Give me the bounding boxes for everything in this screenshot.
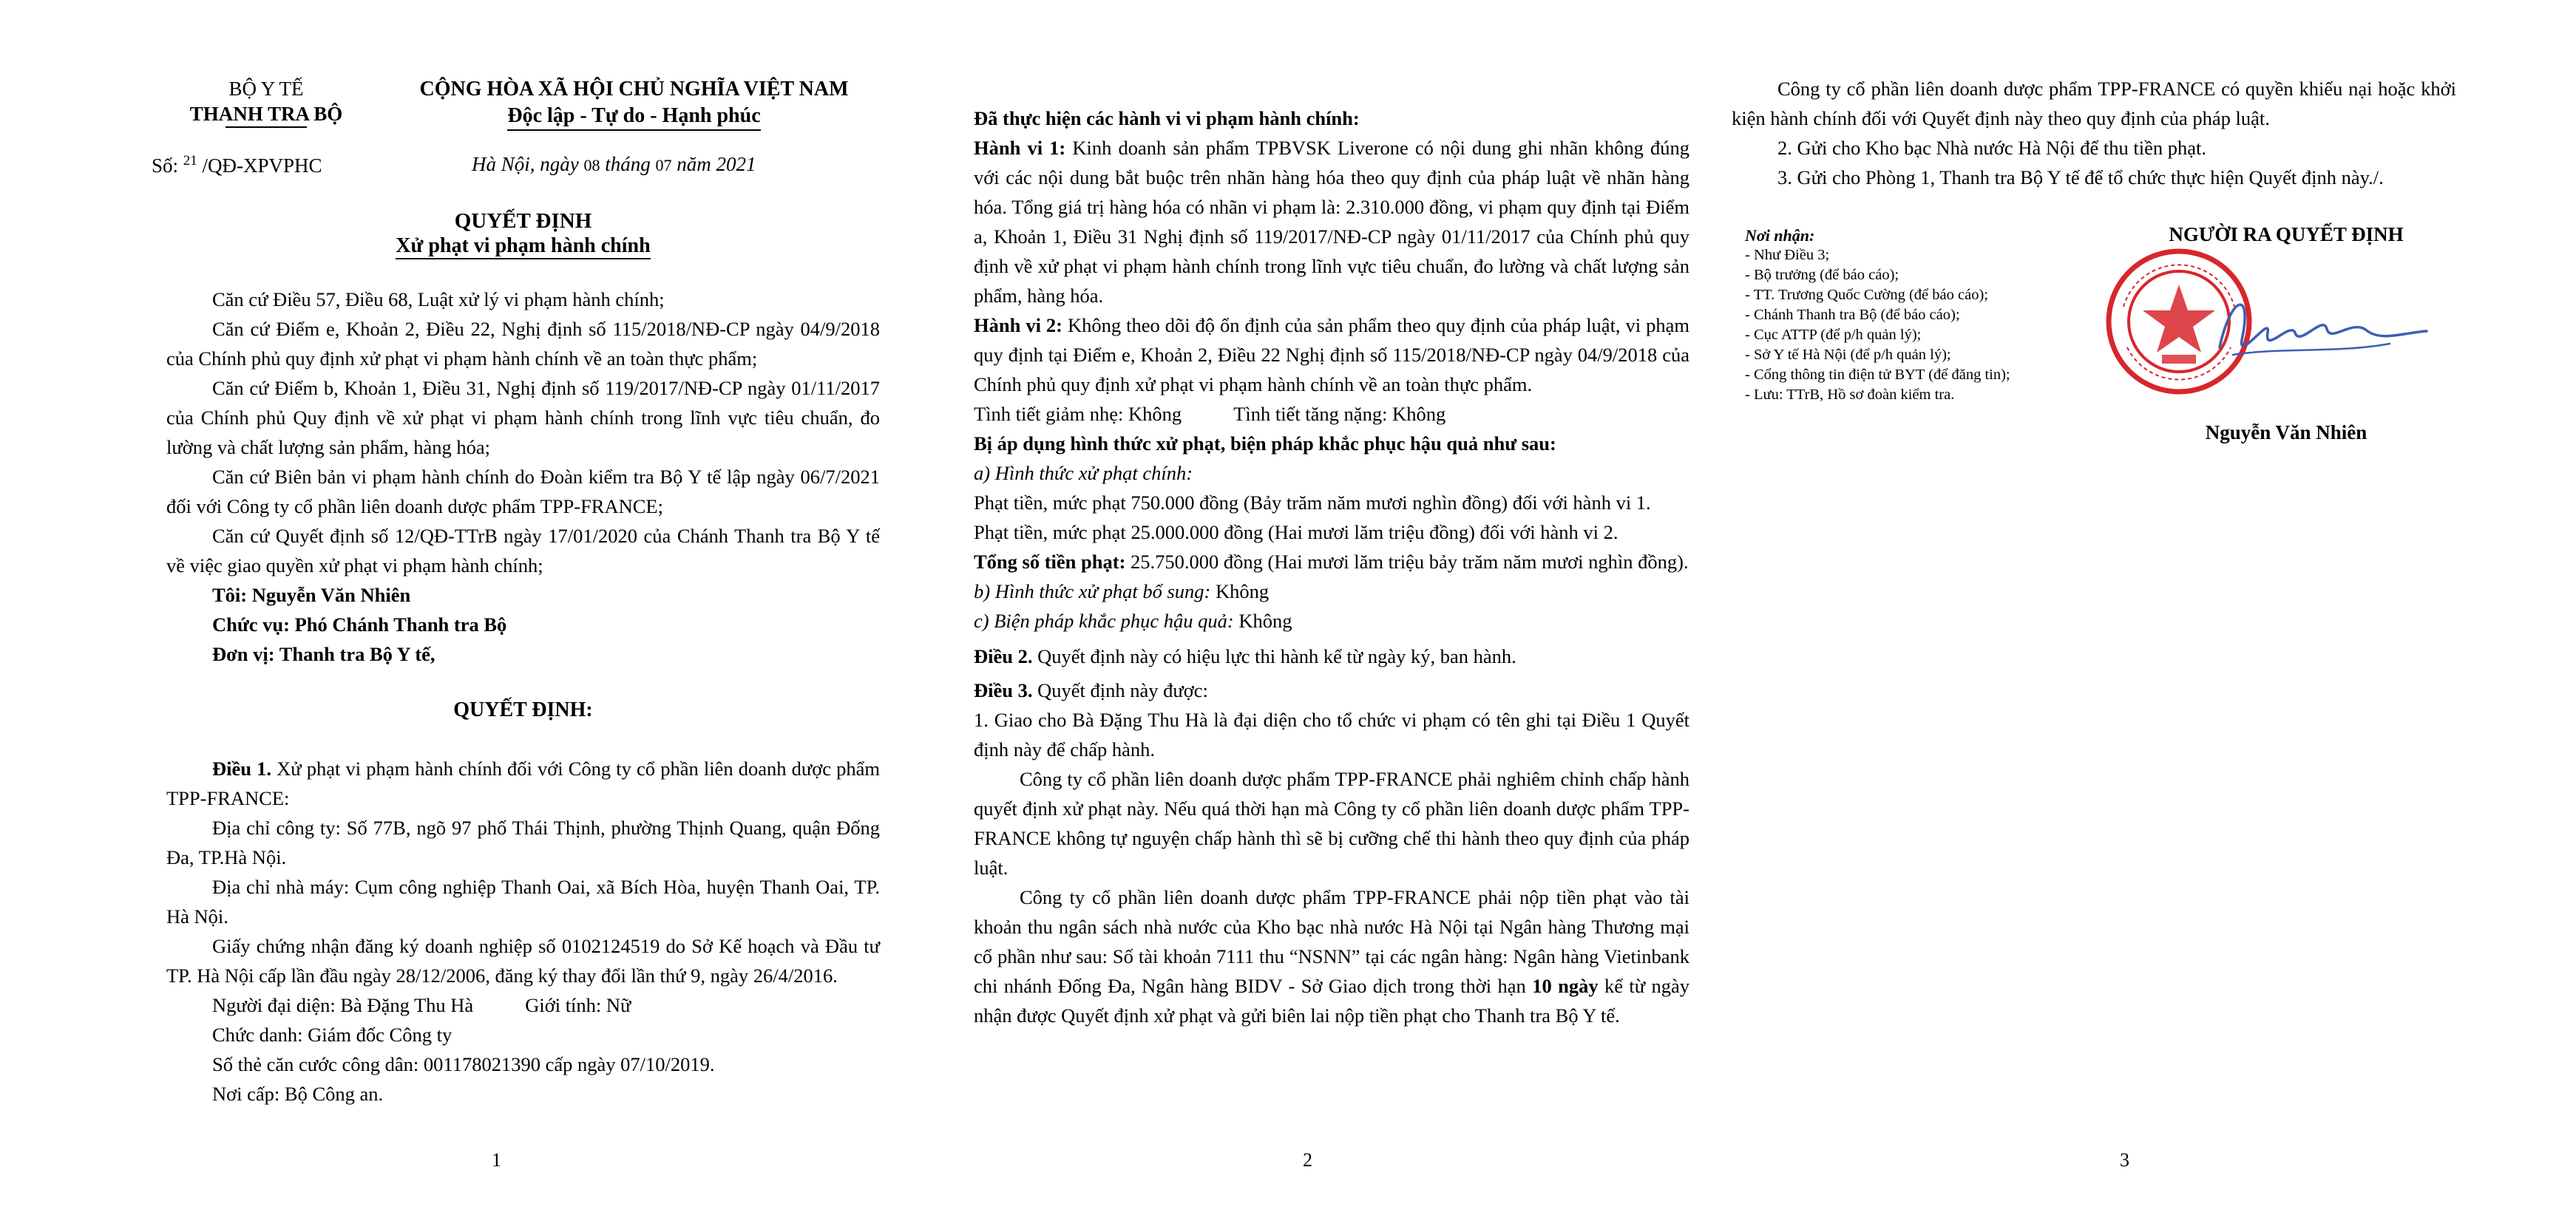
recipient-item: - Sở Y tế Hà Nội (để p/h quản lý); [1745, 347, 1951, 363]
agency-top: BỘ Y TẾ [228, 78, 304, 100]
page-number-2: 2 [1303, 1149, 1312, 1171]
factory-address: Địa chỉ nhà máy: Cụm công nghiệp Thanh Oai, xã Bích Hòa, huyện Thanh Oai, TP. Hà Nội. [166, 876, 880, 928]
business-certificate: Giấy chứng nhận đăng ký doanh nghiệp số 0102124519 do Sở Kế hoạch và Đầu tư TP. Hà Nội cấp lần đầu ngày 28/12/2006, đăng ký thay đổi lần thứ 9, ngày 26/4/2016. [166, 935, 880, 987]
article-3-label: Điều 3. [974, 679, 1033, 701]
recipient-item: - Cục ATTP (để p/h quản lý); [1745, 327, 1922, 343]
agency-underline [226, 126, 307, 128]
company-address: Địa chỉ công ty: Số 77B, ngõ 97 phố Thái Thịnh, phường Thịnh Quang, quận Đống Đa, TP.Hà Nội. [166, 817, 880, 868]
decision-subtitle: Xử phạt vi phạm hành chính [396, 234, 650, 259]
article-2-label: Điều 2. [974, 645, 1033, 667]
payment-text: Công ty cổ phần liên doanh dược phẩm TPP-FRANCE phải nộp tiền phạt vào tài khoản thu ngân sách nhà nước của Kho bạc nhà nước Hà Nội tại Ngân hàng Thương mại cổ phần như sau: Số tài khoản 7111 thu “NSNN” tại các ngân hàng: Ngân hàng Vietinbank chi nhánh Đống Đa, Ngân hàng BIDV - Sở Giao dịch trong thời hạn [974, 886, 1689, 997]
recipients-heading: Nơi nhận: [1745, 226, 1815, 245]
nation-title: CỘNG HÒA XÃ HỘI CHỦ NGHĨA VIỆT NAM [419, 78, 849, 101]
main-sanction: a) Hình thức xử phạt chính: [974, 462, 1193, 484]
doc-number-value: 21 [183, 153, 197, 169]
article-1 [166, 754, 880, 1109]
extra-sanction-label: b) Hình thức xử phạt bổ sung: [974, 580, 1211, 602]
recipient-item: - Lưu: TTrB, Hồ sơ đoàn kiểm tra. [1745, 387, 1955, 403]
seal-and-signature [2101, 244, 2441, 406]
decide-heading: QUYẾT ĐỊNH: [453, 698, 593, 721]
basis-2: Căn cứ Điểm e, Khoản 2, Điều 22, Nghị định số 115/2018/NĐ-CP ngày 04/9/2018 của Chính phủ quy định xử phạt vi phạm hành chính về an toàn thực phẩm; [166, 318, 880, 370]
page-2 [974, 0, 1689, 1218]
comply-text: Công ty cổ phần liên doanh dược phẩm TPP-FRANCE phải nghiêm chỉnh chấp hành quyết định xử phạt này. Nếu quá thời hạn mà Công ty cổ phần liên doanh dược phẩm TPP-FRANCE không tự nguyện chấp hành thì sẽ bị cưỡng chế thi hành theo quy định của pháp luật. [974, 768, 1689, 879]
payment-deadline: 10 ngày [1532, 975, 1599, 997]
article-1-label: Điều 1. [212, 758, 272, 780]
doc-date: Hà Nội, ngày 08 tháng 07 năm 2021 [472, 153, 756, 175]
page-number-3: 3 [2120, 1149, 2129, 1171]
act-1-text: Kinh doanh sản phẩm TPBVSK Liverone có nội dung ghi nhãn không đúng với các nội dung bắt buộc trên nhãn hàng hóa theo quy định của pháp luật về nhãn hàng hóa. Tổng giá trị hàng hóa có nhãn vi phạm là: 2.310.000 đồng, vi phạm quy định tại Điểm a, Khoản 1, Điều 31 Nghị định số 119/2017/NĐ-CP ngày 01/11/2017 của Chính phủ quy định về xử phạt vi phạm hành chính trong lĩnh vực tiêu chuẩn, đo lường và chất lượng sản phẩm, hàng hóa. [974, 137, 1690, 307]
act-2-label: Hành vi 2: [974, 314, 1062, 336]
recipient-item: - Như Điều 3; [1745, 247, 1830, 263]
remedy-label: c) Biện pháp khắc phục hậu quả: [974, 610, 1234, 632]
representative: Người đại diện: Bà Đặng Thu Hà [212, 994, 474, 1016]
fine-1: Phạt tiền, mức phạt 750.000 đồng (Bảy trăm năm mươi nghìn đồng) đối với hành vi 1. [974, 491, 1651, 514]
recipient-item: - Cổng thông tin điện tử BYT (để đăng tin); [1745, 367, 2010, 383]
motto: Độc lập - Tự do - Hạnh phúc [507, 103, 760, 131]
page-3 [1732, 0, 2456, 1218]
act-2-text: Không theo dõi độ ổn định của sản phẩm theo quy định của pháp luật, vi phạm quy định tại Điểm e, Khoản 2, Điều 22 Nghị định số 115/2018/NĐ-CP ngày 04/9/2018 của Chính phủ quy định xử phạt vi phạm hành chính về an toàn thực phẩm. [974, 314, 1690, 395]
basis-5: Căn cứ Quyết định số 12/QĐ-TTrB ngày 17/01/2020 của Chánh Thanh tra Bộ Y tế về việc giao quyền xử phạt vi phạm hành chính; [166, 525, 880, 576]
nation-block [388, 76, 880, 131]
fine-2: Phạt tiền, mức phạt 25.000.000 đồng (Hai mươi lăm triệu đồng) đối với hành vi 2. [974, 521, 1619, 543]
violations-heading: Đã thực hiện các hành vi vi phạm hành chính: [974, 107, 1360, 129]
total-text: 25.750.000 đồng (Hai mươi lăm triệu bảy trăm năm mươi nghìn đồng). [1131, 551, 1689, 573]
issuer-heading: NGƯỜI RA QUYẾT ĐỊNH [2169, 223, 2404, 245]
citizen-id: Số thẻ căn cước công dân: 001178021390 cấp ngày 07/10/2019. [212, 1053, 715, 1075]
recipients [1745, 225, 2092, 405]
basis-1: Căn cứ Điều 57, Điều 68, Luật xử lý vi phạm hành chính; [212, 288, 665, 310]
page-1 [152, 0, 881, 1218]
recipient-item: - TT. Trương Quốc Cường (để báo cáo); [1745, 287, 1988, 303]
rep-title: Chức danh: Giám đốc Công ty [212, 1024, 453, 1046]
gender: Giới tính: Nữ [525, 994, 631, 1016]
act-1-label: Hành vi 1: [974, 137, 1066, 159]
total-label: Tổng số tiền phạt: [974, 551, 1126, 573]
issuer-name: Nguyễn Văn Nhiên [2205, 421, 2367, 443]
remedy-value: Không [1238, 610, 1292, 632]
basis-4: Căn cứ Biên bản vi phạm hành chính do Đoàn kiểm tra Bộ Y tế lập ngày 06/7/2021 đối với Công ty cổ phần liên doanh dược phẩm TPP-FRANCE; [166, 466, 880, 517]
payment-text-end: kể từ ngày nhận được Quyết định xử phạt và gửi biên lai nộp tiền phạt cho Thanh tra Bộ Y tế. [974, 975, 1690, 1027]
article-3-text: Quyết định này được: [1037, 679, 1208, 701]
issued-by: Nơi cấp: Bộ Công an. [212, 1083, 384, 1105]
extra-sanction-value: Không [1216, 580, 1270, 602]
send-3: 3. Gửi cho Phòng 1, Thanh tra Bộ Y tế để tổ chức thực hiện Quyết định này./. [1777, 166, 2384, 188]
page-number-1: 1 [492, 1149, 501, 1171]
article-2-text: Quyết định này có hiệu lực thi hành kể từ ngày ký, ban hành. [1037, 645, 1516, 667]
agency-block [166, 76, 366, 128]
send-2: 2. Gửi cho Kho bạc Nhà nước Hà Nội để thu tiền phạt. [1777, 137, 2206, 159]
recipient-item: - Bộ trưởng (để báo cáo); [1745, 267, 1899, 283]
complaint-right: Công ty cổ phần liên doanh dược phẩm TPP-FRANCE có quyền khiếu nại hoặc khởi kiện hành chính đối với Quyết định này theo quy định của pháp luật. [1732, 78, 2456, 129]
signer-line: Tôi: Nguyễn Văn Nhiên [212, 584, 411, 606]
position-line: Chức vụ: Phó Chánh Thanh tra Bộ [212, 613, 507, 636]
recipient-item: - Chánh Thanh tra Bộ (để báo cáo); [1745, 307, 1960, 323]
article-1-text: Xử phạt vi phạm hành chính đối với Công ty cổ phần liên doanh dược phẩm TPP-FRANCE: [166, 758, 881, 809]
aggravating: Tình tiết tăng nặng: Không [1233, 403, 1446, 425]
decision-title: QUYẾT ĐỊNH [454, 209, 592, 233]
sanctions-heading: Bị áp dụng hình thức xử phạt, biện pháp khắc phục hậu quả như sau: [974, 432, 1556, 455]
doc-number: Số: $^{21}$ /QĐ-XPVPHC [152, 153, 322, 177]
legal-bases [166, 285, 880, 669]
mitigating: Tình tiết giảm nhẹ: Không [974, 403, 1182, 425]
agency-name: THANH TRA BỘ [189, 103, 343, 125]
unit-line: Đơn vị: Thanh tra Bộ Y tế, [212, 643, 435, 665]
deliver-1: 1. Giao cho Bà Đặng Thu Hà là đại diện cho tổ chức vi phạm có tên ghi tại Điều 1 Quyết định này để chấp hành. [974, 709, 1689, 761]
basis-3: Căn cứ Điểm b, Khoản 1, Điều 31, Nghị định số 119/2017/NĐ-CP ngày 01/11/2017 của Chính phủ Quy định về xử phạt vi phạm hành chính trong lĩnh vực tiêu chuẩn, đo lường và chất lượng sản phẩm, hàng hóa; [166, 377, 880, 458]
